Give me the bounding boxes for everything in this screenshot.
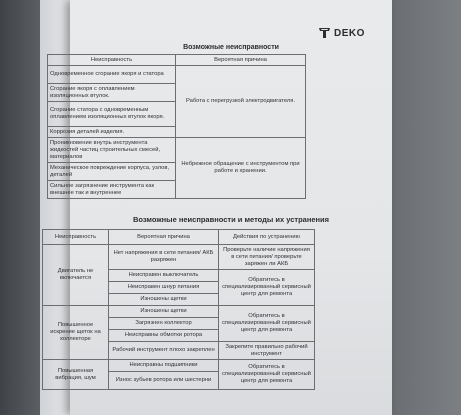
faults-table: [47, 54, 306, 199]
fault-cell: Сильное загрязнение инструмента как внешнее так и внутреннее: [48, 181, 176, 199]
column-header-fault: Неисправность: [48, 55, 176, 66]
action-cell: Обратитесь в специализированный сервисный центр для ремонта: [219, 360, 315, 390]
column-header-cause: Вероятная причина: [176, 55, 306, 66]
table2-title: Возможные неисправности и методы их устранения: [132, 215, 330, 224]
fault-cell: Проникновение внутрь инструмента жидкостей частиц строительных смесей, материалов: [48, 138, 176, 163]
column-header-cause: Вероятная причина: [109, 230, 219, 245]
cause-cell: Изношены щетки: [109, 294, 219, 306]
cause-cell: Изношены щетки: [109, 306, 219, 318]
cause-cell: Неисправен выключатель: [109, 270, 219, 282]
table-header-row: [43, 230, 315, 245]
table-row: [43, 360, 315, 372]
table-row: [43, 306, 315, 318]
table1-title: Возможные неисправности: [183, 44, 279, 51]
action-cell: Закрепите правильно рабочий инструмент: [219, 342, 315, 360]
fault-cell: Сгорание якоря с оплавлением изоляционных втулок.: [48, 84, 176, 102]
column-header-fault: Неисправность: [43, 230, 109, 245]
action-cell: Проверьте наличие напряжения в сети питания/ проверьте заряжен ли АКБ: [219, 245, 315, 270]
table-row: [43, 245, 315, 270]
brand-name: DEKO: [334, 27, 365, 39]
fault-cell: Коррозия деталей изделия.: [48, 127, 176, 138]
action-cell: Обратитесь в специализированный сервисный центр для ремонта: [219, 306, 315, 342]
cause-cell: Работа с перегрузкой электродвигателя.: [176, 66, 306, 138]
action-cell: Обратитесь в специализированный сервисный центр для ремонта: [219, 270, 315, 306]
cause-cell: Износ зубьев ротора или шестерни: [109, 372, 219, 390]
desk-background-right: [391, 0, 461, 415]
desk-background-left: [0, 0, 40, 415]
table-row: [48, 138, 306, 163]
deko-logo-icon: [318, 27, 331, 39]
table-row: [48, 66, 306, 84]
column-header-action: Действия по устранению: [219, 230, 315, 245]
table-header-row: [48, 55, 306, 66]
cause-cell: Неисправны обмотки ротора: [109, 330, 219, 342]
fault-cell: Сгорание статора с одновременным оплавлением изоляционных втулок якоря.: [48, 102, 176, 127]
fault-cell: Повышенное искрение щеток на коллекторе: [43, 306, 109, 360]
cause-cell: Неисправен шнур питания: [109, 282, 219, 294]
fault-cell: Механическое повреждение корпуса, узлов, деталей: [48, 163, 176, 181]
cause-cell: Неисправны подшипники: [109, 360, 219, 372]
cause-cell: Небрежное обращение с инструментом при работе и хранении.: [176, 138, 306, 199]
cause-cell: Рабочий инструмент плохо закреплен: [109, 342, 219, 360]
brand-logo: [318, 27, 365, 39]
fault-cell: Повышенная вибрация, шум: [43, 360, 109, 390]
cause-cell: Нет напряжения в сети питания/ АКБ разряжен: [109, 245, 219, 270]
cause-cell: Загрязнен коллектор: [109, 318, 219, 330]
fault-cell: Одновременное сгорание якоря и статора: [48, 66, 176, 84]
fault-cell: Двигатель не включается: [43, 245, 109, 306]
troubleshooting-table: [42, 229, 315, 390]
